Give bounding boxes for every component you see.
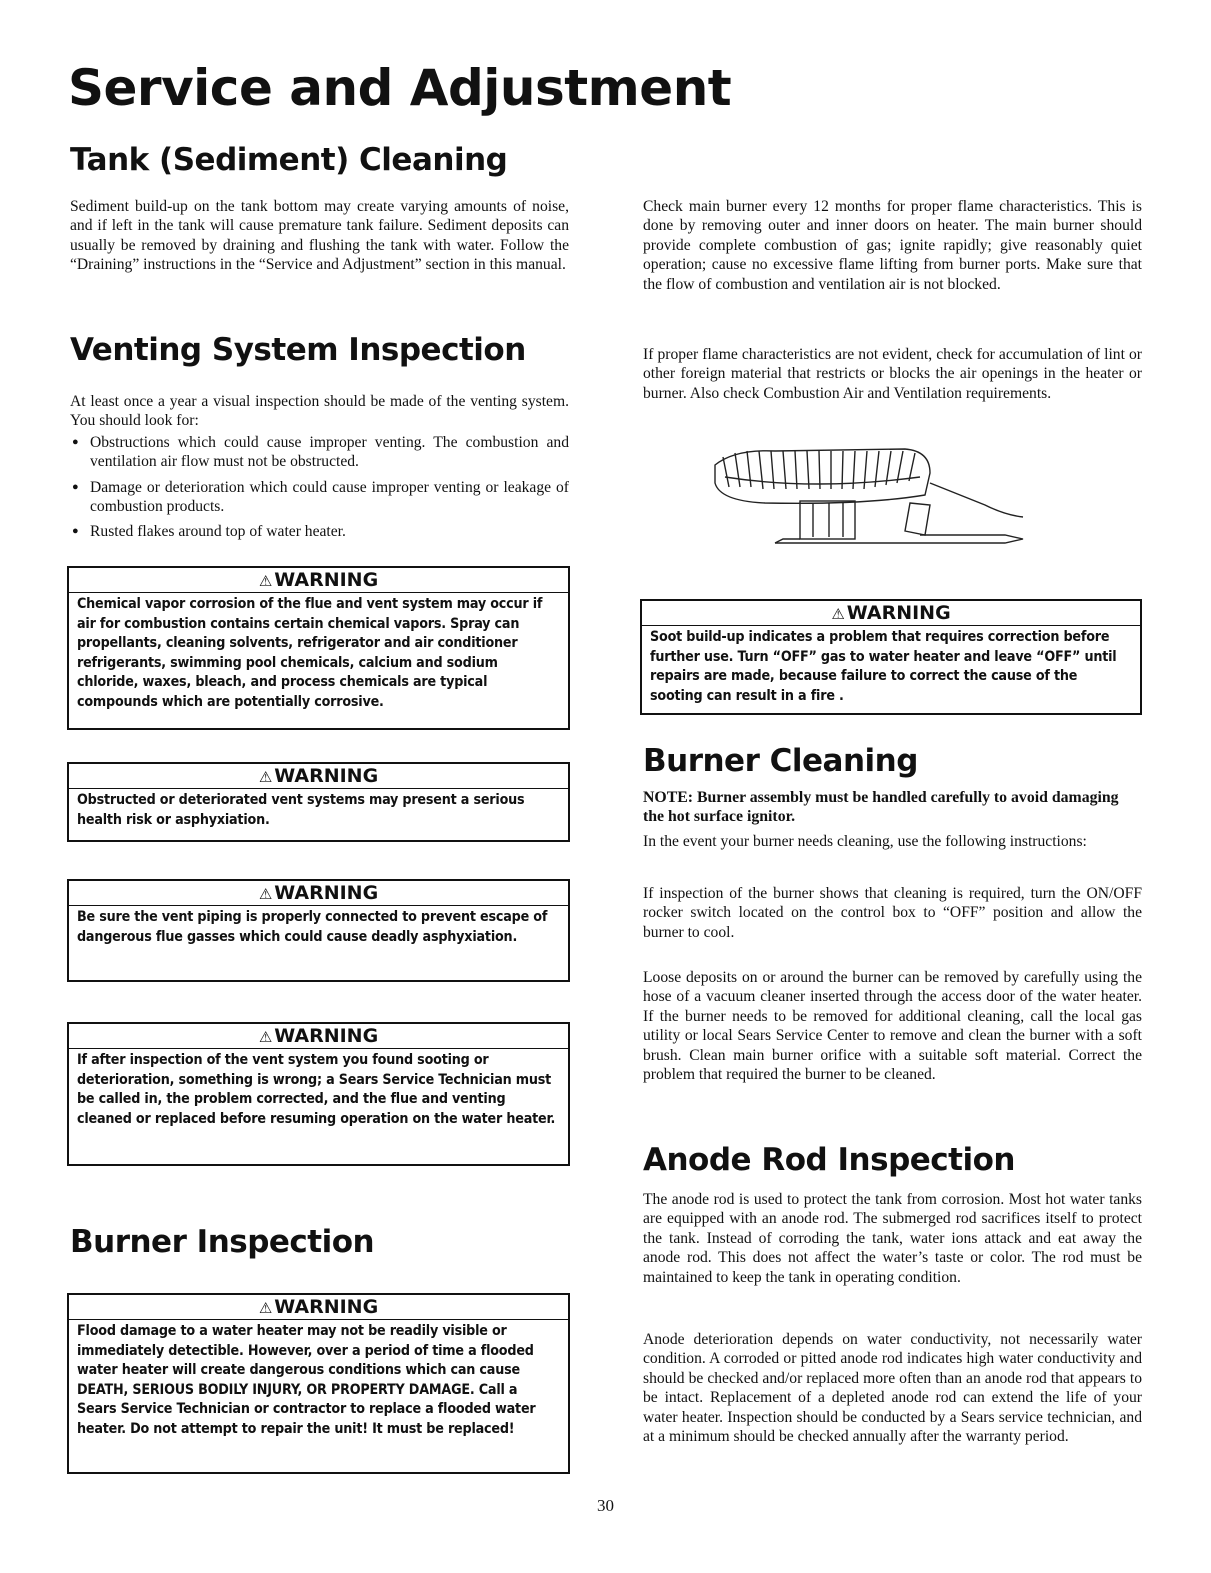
burner-cleaning-text-3: Loose deposits on or around the burner can be removed by carefully using the hose of a vacuum cleaner inserted through the access door of the water heater. If the burner needs to be removed for additional cleaning, call the local gas utility or local Sears Service Center to remove and clean the burner with a soft brush. Clean main burner orifice with a suitable soft material. Correct the problem that required the burner to be cleaned. [643,969,1142,1084]
burner-cleaning-heading: Burner Cleaning [643,743,918,779]
warning-text-soot: Soot build-up indicates a problem that requires correction before further use. Turn “OFF” gas to water heater and leave “OFF” until repairs are made, because failure to correct the cause of the sooting can result in a fire . [650,629,1117,704]
venting-item-obstructions: ● Obstructions which could cause improper venting. The combustion and ventilation air flow must not be obstructed. [70,433,569,472]
warning-triangle-icon: ⚠ [258,572,273,590]
page-number: 30 [597,1496,614,1515]
warning-header: ⚠ WARNING [69,1024,568,1049]
warning-triangle-icon: ⚠ [258,885,273,903]
warning-box-sooting [67,1022,570,1166]
anode-rod-text-1: The anode rod is used to protect the tank from corrosion. Most hot water tanks are equipped with an anode rod. The submerged rod sacrifices itself to protect the tank. Instead of corroding the tank, water ions attack and eat away the anode rod. This does not affect the water’s taste or color. The rod must be maintained to keep the tank in operating condition. [643,1191,1142,1286]
venting-checklist [70,433,569,542]
warning-text-obstructed: Obstructed or deteriorated vent systems may present a serious health risk or asphyxiation. [77,792,525,828]
anode-rod-heading: Anode Rod Inspection [643,1142,1015,1178]
warning-triangle-icon: ⚠ [258,1028,273,1046]
burner-cleaning-text-1: In the event your burner needs cleaning, use the following instructions: [643,833,1087,850]
warning-box-chemical [67,566,570,730]
warning-header: ⚠ WARNING [69,568,568,593]
warning-box-flood [67,1293,570,1474]
warning-header: ⚠ WARNING [69,881,568,906]
warning-text-flood: Flood damage to a water heater may not be readily visible or immediately detectible. However, over a period of time a flooded water heater will create dangerous conditions which can cause DEATH, SERIOUS BODILY INJURY, OR PROPERTY DAMAGE. Call a Sears Service Technician or contractor to replace a flooded water heater. Do not attempt to repair the unit! It must be replaced! [77,1323,536,1437]
burner-cleaning-note: NOTE: Burner assembly must be handled carefully to avoid damaging the hot surface ignitor. [643,789,1119,825]
tank-cleaning-heading: Tank (Sediment) Cleaning [70,142,508,178]
warning-box-obstructed [67,762,570,842]
warning-header: ⚠ WARNING [69,1295,568,1320]
page-title: Service and Adjustment [68,59,732,117]
warning-text-chemical: Chemical vapor corrosion of the flue and vent system may occur if air for combustion contains certain chemical vapors. Spray can propellants, cleaning solvents, refrigerator and air conditioner refrigerants, swimming pool chemicals, calcium and sodium chloride, waxes, bleach, and process chemicals are typical compounds which are potentially corrosive. [77,596,543,710]
burner-cleaning-text-2: If inspection of the burner shows that cleaning is required, turn the ON/OFF rocker switch located on the control box to “OFF” position and allow the burner to cool. [643,885,1142,941]
burner-inspection-text-2: If proper flame characteristics are not evident, check for accumulation of lint or other foreign material that restricts or blocks the air openings in the heater or burner. Also check Combustion Air and Ventilation requirements. [643,346,1142,402]
venting-item-rust: ● Rusted flakes around top of water heater. [70,522,569,541]
tank-cleaning-text: Sediment build-up on the tank bottom may create varying amounts of noise, and if left in the tank will cause premature tank failure. Sediment deposits can usually be removed by draining and flushing the tank with water. Follow the “Draining” instructions in the “Service and Adjustment” section in this manual. [70,198,569,274]
warning-header: ⚠ WARNING [642,601,1140,626]
warning-triangle-icon: ⚠ [258,768,273,786]
warning-triangle-icon: ⚠ [831,605,845,623]
warning-box-piping [67,879,570,982]
venting-section [70,392,569,548]
burner-inspection-text-1: Check main burner every 12 months for proper flame characteristics. This is done by removing outer and inner doors on heater. The main burner should provide complete combustion of gas; ignite rapidly; give reasonably quiet operation; cause no excessive flame lifting from burner ports. Make sure that the flow of combustion and ventilation air is not blocked. [643,198,1142,293]
anode-rod-text-2: Anode deterioration depends on water conductivity, not necessarily water condition. A corroded or pitted anode rod indicates high water conductivity and should be checked and/or replaced more often than an anode rod that appears to be intact. Replacement of a depleted anode rod can extend the life of your water heater. Inspection should be conducted by a Sears service technician, and at a minimum should be checked annually after the warranty period. [643,1331,1142,1446]
venting-item-damage: ● Damage or deterioration which could cause improper venting or leakage of combustion products. [70,478,569,517]
venting-heading: Venting System Inspection [70,332,526,368]
warning-header: ⚠ WARNING [69,764,568,789]
warning-text-sooting: If after inspection of the vent system you found sooting or deterioration, something is wrong; a Sears Service Technician must be called in, the problem corrected, and the flue and venting cleaned or replaced before resuming operation on the water heater. [77,1052,556,1127]
warning-triangle-icon: ⚠ [258,1299,273,1317]
warning-box-soot [640,599,1142,715]
warning-text-piping: Be sure the vent piping is properly connected to prevent escape of dangerous flue gasses which could cause deadly asphyxiation. [77,909,548,945]
burner-inspection-heading: Burner Inspection [70,1224,375,1260]
burner-assembly-illustration [705,443,1035,555]
venting-intro: At least once a year a visual inspection should be made of the venting system. You should look for: [70,393,569,430]
